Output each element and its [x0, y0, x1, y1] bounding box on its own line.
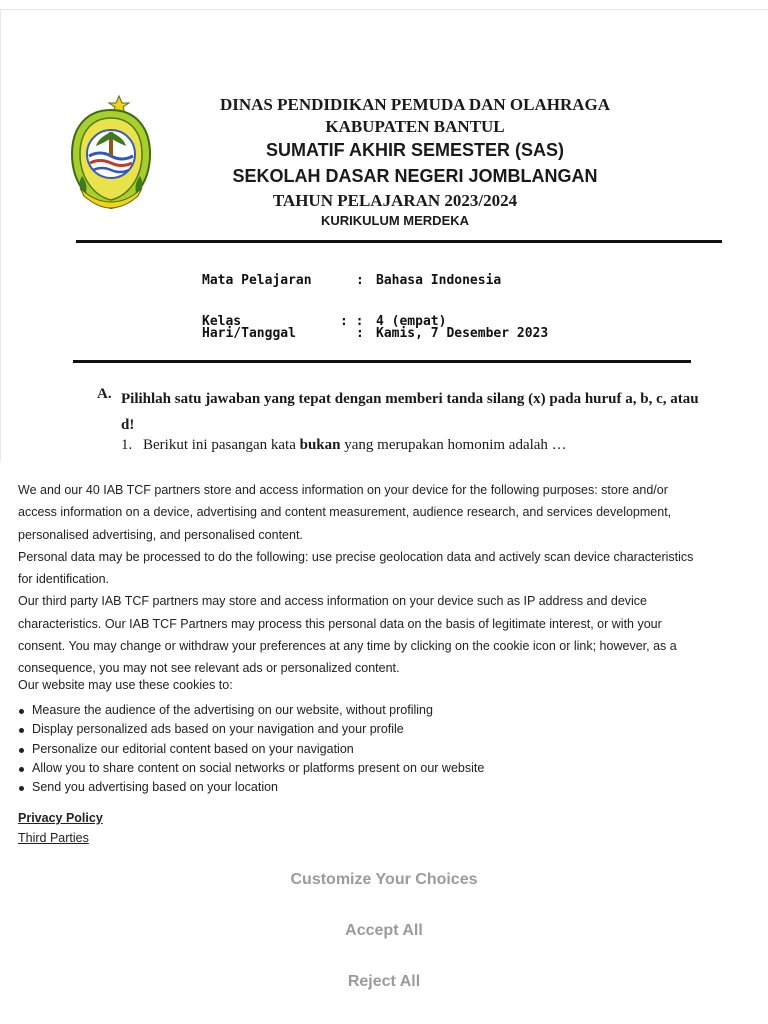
reject-all-button[interactable]: Reject All — [234, 963, 534, 999]
school-year: TAHUN PELAJARAN 2023/2024 — [272, 191, 518, 210]
regency-title: KABUPATEN BANTUL — [325, 117, 505, 136]
class-value: 4 (empat) — [376, 314, 447, 329]
date-colon: : — [356, 326, 364, 341]
bullet-icon — [19, 748, 24, 753]
list-item-label: Display personalized ads based on your navigation and your profile — [32, 722, 404, 737]
consent-paragraph: Our third party IAB TCF partners may store and access information on your device such as IP address and device characteristics. Our IAB TCF Partners may process this personal data on the basis of legitimate interest, or with your consent. You may change or withdraw your preferences at any time by clicking on the cookie icon or link; however, as a consequence, you may not see relevant ads or personalized content. — [18, 594, 677, 676]
bullet-icon — [19, 767, 24, 772]
list-item — [0, 701, 484, 720]
question-text-before: Berikut ini pasangan kata — [143, 437, 300, 453]
school-name: SEKOLAH DASAR NEGERI JOMBLANGAN — [232, 166, 598, 186]
exam-title: SUMATIF AKHIR SEMESTER (SAS) — [265, 140, 564, 160]
list-item — [0, 740, 484, 759]
document-page — [0, 0, 768, 462]
section-marker: A. — [97, 386, 112, 402]
accept-all-button[interactable]: Accept All — [234, 912, 534, 948]
cookie-consent-panel — [0, 462, 768, 1024]
list-item-label: Allow you to share content on social networks or platforms present on our website — [32, 760, 485, 775]
third-parties-link[interactable]: Third Parties — [18, 831, 89, 845]
bullet-icon — [19, 709, 24, 714]
cookie-uses-intro: Our website may use these cookies to: — [18, 678, 233, 692]
subject-value: Bahasa Indonesia — [376, 273, 502, 288]
consent-paragraph: We and our 40 IAB TCF partners store and access information on your device for the following purposes: store and/or access information on a device, advertising and content measurement, audience research, and services development, personalised advertising, and personalised content. — [18, 483, 672, 542]
question-text-after: yang merupakan homonim adalah … — [340, 437, 567, 453]
section-instruction: Pilihlah satu jawaban yang tepat dengan memberi tanda silang (x) pada huruf a, b, c, atau d! — [121, 391, 699, 433]
privacy-policy-link[interactable]: Privacy Policy — [18, 811, 103, 825]
cookie-uses-list — [0, 701, 484, 797]
question-text — [143, 437, 567, 454]
consent-paragraph: Personal data may be processed to do the following: use precise geolocation data and actively scan device characteristics for identification. — [18, 549, 694, 587]
class-label: Kelas — [202, 314, 242, 329]
customize-choices-button[interactable]: Customize Your Choices — [234, 861, 534, 897]
question-text-emphasis: bukan — [299, 437, 341, 453]
curriculum-label: KURIKULUM MERDEKA — [320, 213, 470, 228]
list-item — [0, 759, 484, 778]
list-item — [0, 720, 484, 739]
subject-label: Mata Pelajaran — [202, 273, 312, 288]
bullet-icon — [19, 786, 24, 791]
agency-title: DINAS PENDIDIKAN PEMUDA DAN OLAHRAGA — [219, 95, 611, 114]
list-item-label: Send you advertising based on your location — [32, 780, 278, 795]
list-item-label: Measure the audience of the advertising on our website, without profiling — [32, 703, 433, 717]
list-item-label: Personalize our editorial content based on your navigation — [32, 741, 354, 756]
subject-colon: : — [356, 273, 364, 288]
date-value: Kamis, 7 Desember 2023 — [376, 326, 549, 341]
question-number: 1. — [121, 437, 133, 453]
info-divider — [73, 360, 691, 363]
date-label: Hari/Tanggal — [202, 326, 296, 341]
header-divider — [76, 240, 722, 243]
bullet-icon — [19, 728, 24, 733]
class-colon: : : — [340, 314, 364, 329]
consent-description — [18, 479, 708, 680]
list-item — [0, 778, 484, 797]
